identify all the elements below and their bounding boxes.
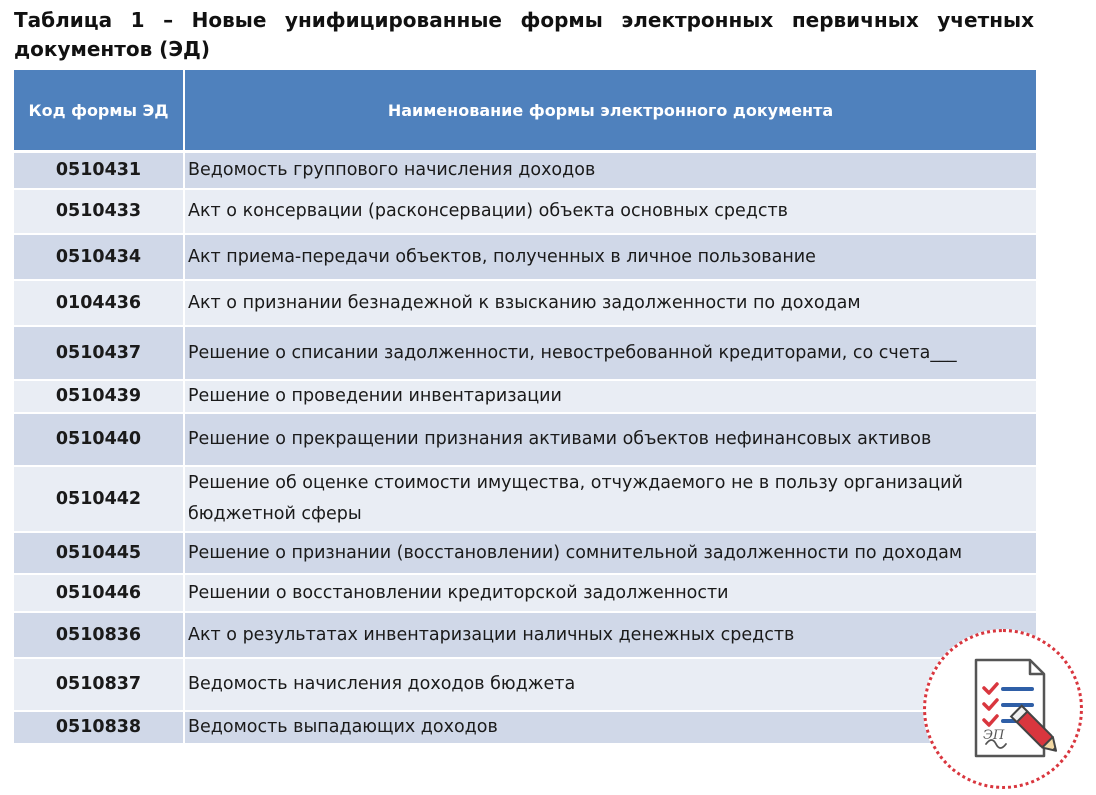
row-code: 0510433 (14, 190, 185, 235)
row-name: Решение о признании (восстановлении) сомнительной задолженности по доходам (185, 533, 1036, 575)
page-title: Таблица 1 – Новые унифицированные формы электронных первичных учетных документов (ЭД) (14, 8, 1034, 61)
table-header-row (14, 70, 1036, 153)
table-row (14, 613, 1036, 659)
table-row (14, 659, 1036, 712)
row-code: 0510437 (14, 327, 185, 381)
row-name: Решении о восстановлении кредиторской задолженности (185, 575, 1036, 613)
row-name: Ведомость начисления доходов бюджета (185, 659, 1036, 712)
row-code: 0510446 (14, 575, 185, 613)
row-code: 0510838 (14, 712, 185, 745)
row-name: Решение о проведении инвентаризации (185, 381, 1036, 414)
table-row (14, 235, 1036, 281)
table-row (14, 414, 1036, 467)
table-row (14, 533, 1036, 575)
table-row (14, 712, 1036, 745)
row-name: Акт о признании безнадежной к взысканию задолженности по доходам (185, 281, 1036, 327)
row-name: Решение о прекращении признания активами объектов нефинансовых активов (185, 414, 1036, 467)
row-code: 0510836 (14, 613, 185, 659)
row-code: 0510442 (14, 467, 185, 533)
row-code: 0510837 (14, 659, 185, 712)
row-code: 0510445 (14, 533, 185, 575)
row-name: Акт приема-передачи объектов, полученных в личное пользование (185, 235, 1036, 281)
header-code: Код формы ЭД (14, 70, 185, 153)
table-row (14, 575, 1036, 613)
table-row (14, 190, 1036, 235)
row-code: 0510434 (14, 235, 185, 281)
header-name: Наименование формы электронного документа (185, 70, 1036, 153)
row-code: 0104436 (14, 281, 185, 327)
row-code: 0510431 (14, 153, 185, 190)
table-row (14, 153, 1036, 190)
row-name: Ведомость группового начисления доходов (185, 153, 1036, 190)
row-name: Решение о списании задолженности, невостребованной кредиторами, со счета___ (185, 327, 1036, 381)
row-name: Акт о результатах инвентаризации наличных денежных средств (185, 613, 1036, 659)
signature-text: ЭП (983, 728, 1005, 743)
row-code: 0510439 (14, 381, 185, 414)
electronic-document-badge (923, 629, 1083, 789)
row-name: Акт о консервации (расконсервации) объекта основных средств (185, 190, 1036, 235)
forms-table (14, 70, 1036, 745)
row-name: Ведомость выпадающих доходов (185, 712, 1036, 745)
table-row (14, 381, 1036, 414)
table-row (14, 327, 1036, 381)
row-code: 0510440 (14, 414, 185, 467)
table-row (14, 281, 1036, 327)
table-row (14, 467, 1036, 533)
document-checklist-pen-icon (926, 632, 1080, 786)
row-name: Решение об оценке стоимости имущества, отчуждаемого не в пользу организаций бюджетной сферы (185, 467, 1036, 533)
